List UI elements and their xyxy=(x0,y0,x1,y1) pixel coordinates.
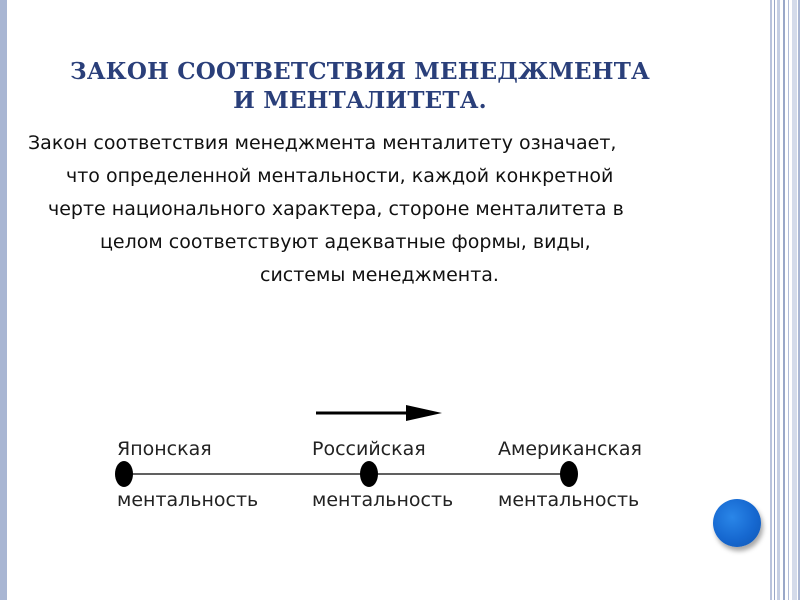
body-line: черте национального характера, стороне менталитета в xyxy=(48,198,624,220)
label-american: Американская xyxy=(498,438,642,460)
title-line-1: ЗАКОН СООТВЕТСТВИЯ МЕНЕДЖМЕНТА xyxy=(70,58,650,85)
label-japanese: Японская xyxy=(117,438,212,460)
label-russian: Российская xyxy=(312,438,426,460)
point-japanese xyxy=(115,461,133,487)
direction-arrow-head xyxy=(406,405,442,421)
body-line: системы менеджмента. xyxy=(260,264,499,286)
blue-circle-decoration xyxy=(713,499,761,547)
title-line-2: И МЕНТАЛИТЕТА. xyxy=(233,87,487,114)
label-japanese-mentality: ментальность xyxy=(117,489,259,511)
label-american-mentality: ментальность xyxy=(498,489,640,511)
body-line: что определенной ментальности, каждой конкретной xyxy=(66,165,614,187)
body-line: Закон соответствия менеджмента менталитету означает, xyxy=(28,132,617,154)
body-line: целом соответствуют адекватные формы, виды, xyxy=(100,231,591,253)
point-russian xyxy=(360,461,378,487)
point-american xyxy=(560,461,578,487)
label-russian-mentality: ментальность xyxy=(312,489,454,511)
